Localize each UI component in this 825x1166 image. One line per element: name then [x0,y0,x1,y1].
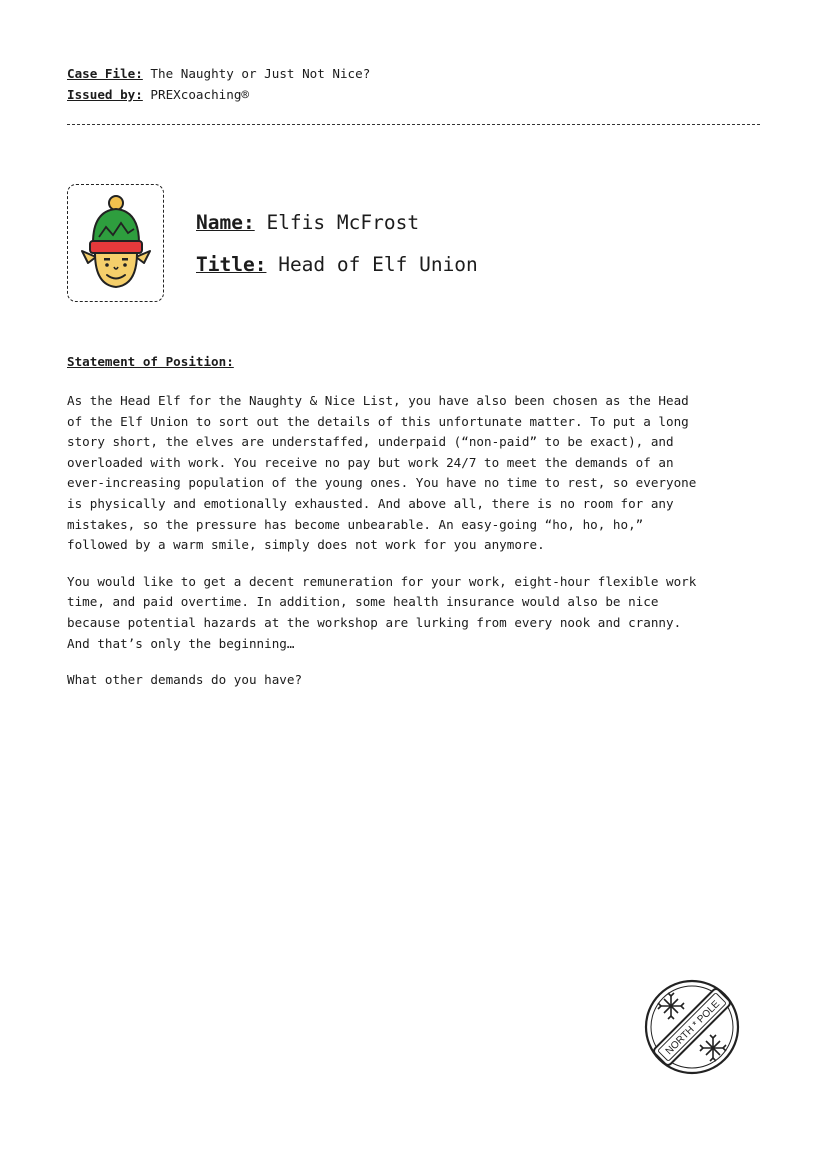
statement-heading: Statement of Position: [67,354,234,369]
stamp-text: NORTH * POLE [663,998,723,1058]
avatar-frame [67,184,164,302]
dashed-divider [67,124,760,125]
title-line [196,253,478,276]
north-pole-stamp-icon [643,978,741,1080]
statement-paragraph: What other demands do you have? [67,672,303,688]
statement-body [67,391,767,707]
case-file-value: The Naughty or Just Not Nice? [150,66,371,81]
name-label: Name: [196,211,255,234]
name-line [196,211,419,234]
case-file-label: Case File: [67,66,143,81]
issued-by-label: Issued by: [67,87,143,102]
statement-paragraph: You would like to get a decent remuneration for your work, eight-hour flexible work time, and paid overtime. In addition, some health insurance would also be nice because potential hazards at the workshop are lurking from every nook and cranny. And that’s only the beginning… [67,573,697,651]
case-file-line [67,63,370,84]
case-header [67,63,370,105]
statement-paragraph: As the Head Elf for the Naughty & Nice List, you have also been chosen as the Head of the Elf Union to sort out the details of this unfortunate matter. To put a long story short, the elves are understaffed, underpaid (“non-paid” to be exact), and overloaded with work. You receive no pay but work 24/7 to meet the demands of an ever-increasing population of the young ones. You have no time to rest, so everyone is physically and emotionally exhausted. And above all, there is no room for any mistakes, so the pressure has become unbearable. An easy-going “ho, ho, ho,” followed by a warm smile, simply does not work for you anymore. [67,393,697,553]
issued-by-value: PREXcoaching® [150,87,249,102]
elf-icon [80,191,152,295]
name-value: Elfis McFrost [266,211,420,234]
issued-by-line [67,84,370,105]
title-value: Head of Elf Union [278,253,478,276]
title-label: Title: [196,253,267,276]
